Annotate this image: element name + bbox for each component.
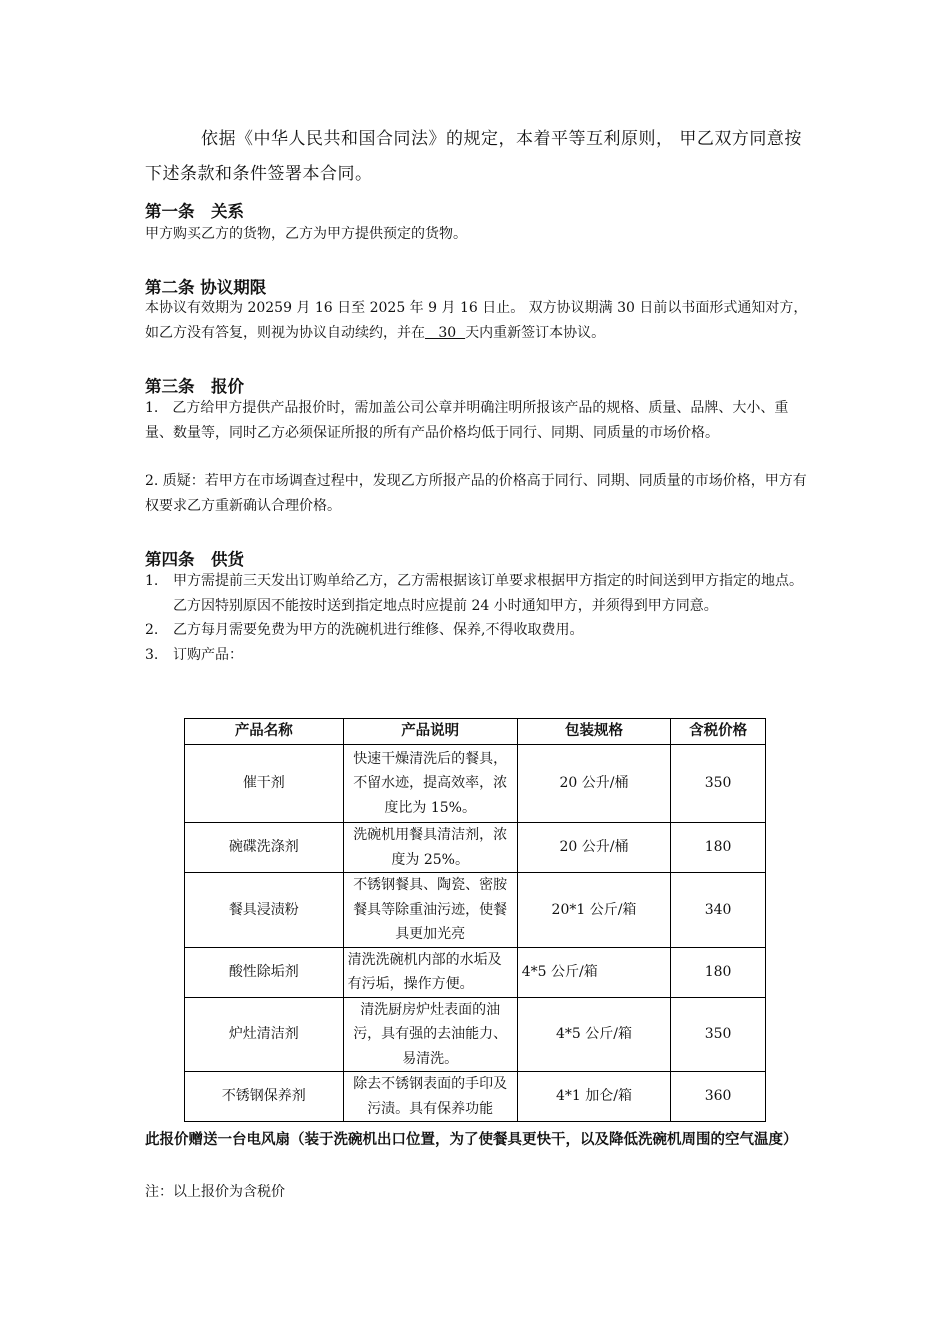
section-2-heading: 第二条 协议期限 bbox=[145, 278, 267, 297]
table-row bbox=[185, 997, 766, 1072]
cell-price: 360 bbox=[671, 1072, 766, 1122]
cell-spec: 20 公升/桶 bbox=[517, 823, 670, 873]
cell-name: 酸性除垢剂 bbox=[185, 947, 344, 997]
section-1-body: 甲方购买乙方的货物，乙方为甲方提供预定的货物。 bbox=[145, 226, 467, 242]
tax-note: 注：以上报价为含税价 bbox=[145, 1184, 285, 1200]
header-package-spec: 包装规格 bbox=[517, 719, 670, 745]
section-3-heading: 第三条 报价 bbox=[145, 377, 244, 396]
section-2-body-pre: 本协议有效期为 20259 月 16 日至 2025 年 9 月 16 日止。 双方协议期满 30 日前以书面形式通知对方，如乙方没有答复，则视为协议自动续约，并在 bbox=[145, 300, 808, 341]
list-item: 2. 乙方每月需要免费为甲方的洗碗机进行维修、保养,不得收取费用。 bbox=[145, 622, 584, 638]
cell-spec: 20*1 公斤/箱 bbox=[517, 873, 670, 948]
header-price: 含税价格 bbox=[671, 719, 766, 745]
cell-price: 340 bbox=[671, 873, 766, 948]
cell-name: 催干剂 bbox=[185, 745, 344, 823]
cell-spec: 4*5 公斤/箱 bbox=[517, 947, 670, 997]
table-header-row bbox=[185, 719, 766, 745]
table-row bbox=[185, 947, 766, 997]
cell-desc: 除去不锈钢表面的手印及污渍。具有保养功能 bbox=[343, 1072, 517, 1122]
cell-desc: 不锈钢餐具、陶瓷、密胺餐具等除重油污迹，使餐具更加光亮 bbox=[343, 873, 517, 948]
table-row bbox=[185, 823, 766, 873]
section-3-item-2: 2. 质疑：若甲方在市场调查过程中，发现乙方所报产品的价格高于同行、同期、同质量的市场价格，甲方有权要求乙方重新确认合理价格。 bbox=[145, 473, 807, 514]
section-2-body-post: 天内重新签订本协议。 bbox=[465, 324, 606, 341]
cell-desc: 清洗厨房炉灶表面的油污，具有强的去油能力、易清洗。 bbox=[343, 997, 517, 1072]
cell-desc: 洗碗机用餐具清洁剂，浓度为 25%。 bbox=[343, 823, 517, 873]
cell-spec: 20 公升/桶 bbox=[517, 745, 670, 823]
section-1-heading: 第一条 关系 bbox=[145, 202, 244, 221]
cell-price: 180 bbox=[671, 947, 766, 997]
table-row bbox=[185, 745, 766, 823]
list-item: 3. 订购产品： bbox=[145, 646, 243, 663]
cell-name: 碗碟洗涤剂 bbox=[185, 823, 344, 873]
gift-note: 此报价赠送一台电风扇（装于洗碗机出口位置，为了使餐具更快干，以及降低洗碗机周围的空气温度） bbox=[145, 1132, 798, 1148]
cell-price: 350 bbox=[671, 745, 766, 823]
product-price-table bbox=[184, 718, 766, 1122]
table-row bbox=[185, 873, 766, 948]
cell-name: 餐具浸渍粉 bbox=[185, 873, 344, 948]
list-item: 1. 甲方需提前三天发出订购单给乙方，乙方需根据该订单要求根据甲方指定的时间送到甲方指定的地点。乙方因特别原因不能按时送到指定地点时应提前 24 小时通知甲方，并须得到甲方同意。 bbox=[145, 573, 803, 614]
section-4-list bbox=[145, 569, 810, 667]
table-row bbox=[185, 1072, 766, 1122]
cell-desc: 快速干燥清洗后的餐具，不留水迹，提高效率，浓度比为 15%。 bbox=[343, 745, 517, 823]
cell-name: 炉灶清洁剂 bbox=[185, 997, 344, 1072]
cell-price: 350 bbox=[671, 997, 766, 1072]
cell-price: 180 bbox=[671, 823, 766, 873]
cell-spec: 4*1 加仑/箱 bbox=[517, 1072, 670, 1122]
section-3-item-1: 1. 乙方给甲方提供产品报价时，需加盖公司公章并明确注明所报该产品的规格、质量、品牌、大小、重量、数量等，同时乙方必须保证所报的所有产品价格均低于同行、同期、同质量的市场价格。 bbox=[145, 400, 789, 441]
header-product-name: 产品名称 bbox=[185, 719, 344, 745]
section-2-body bbox=[145, 296, 810, 345]
renewal-days-blank: 30 bbox=[425, 324, 466, 341]
section-4-heading: 第四条 供货 bbox=[145, 550, 244, 569]
cell-spec: 4*5 公斤/箱 bbox=[517, 997, 670, 1072]
header-product-desc: 产品说明 bbox=[343, 719, 517, 745]
cell-desc: 清洗洗碗机内部的水垢及有污垢，操作方便。 bbox=[343, 947, 517, 997]
cell-name: 不锈钢保养剂 bbox=[185, 1072, 344, 1122]
intro-paragraph: 依据《中华人民共和国合同法》的规定，本着平等互利原则， 甲乙双方同意按下述条款和条件签署本合同。 bbox=[145, 129, 802, 184]
